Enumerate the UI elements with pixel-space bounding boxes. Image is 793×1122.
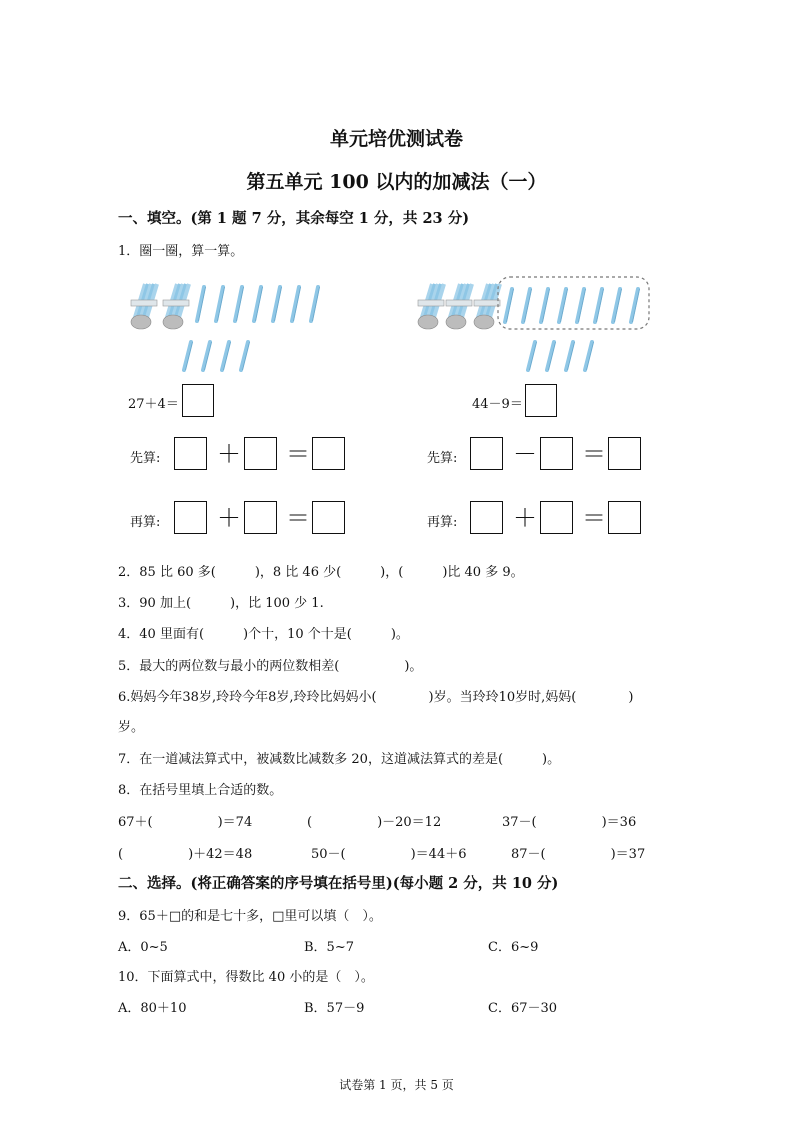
test-title: 单元培优测试卷 bbox=[329, 128, 463, 150]
single-stick bbox=[595, 289, 602, 322]
bundle-end bbox=[163, 315, 183, 329]
right-then-label: 再算: bbox=[427, 515, 458, 530]
plus-sign: ＋ bbox=[513, 504, 537, 532]
dashed-circle-selection bbox=[498, 277, 649, 329]
single-stick bbox=[241, 342, 248, 370]
question-7: 7．在一道减法算式中，被减数比减数多 20，这道减法算式的差是( )。 bbox=[118, 752, 561, 767]
single-stick bbox=[273, 287, 280, 321]
unit-subtitle: 第五单元 100 以内的加减法（一） bbox=[246, 171, 547, 193]
q8-blank-4[interactable]: ( )＋42＝48 bbox=[118, 847, 253, 862]
single-stick bbox=[577, 289, 584, 322]
left-first-box-1[interactable] bbox=[174, 437, 207, 470]
section2-heading: 二、选择。(将正确答案的序号填在括号里)(每小题 2 分，共 10 分) bbox=[118, 875, 559, 892]
right-answer-box[interactable] bbox=[525, 384, 557, 417]
single-stick bbox=[523, 289, 530, 322]
left-then-box-2[interactable] bbox=[244, 501, 277, 534]
equals-sign: ＝ bbox=[286, 440, 310, 468]
question-1-text: 1．圈一圈，算一算。 bbox=[118, 244, 244, 259]
left-then-box-3[interactable] bbox=[312, 501, 345, 534]
stick-bundle bbox=[474, 284, 500, 329]
left-first-box-3[interactable] bbox=[312, 437, 345, 470]
bundle-end bbox=[131, 315, 151, 329]
bundle-band bbox=[474, 300, 500, 306]
right-then-box-3[interactable] bbox=[608, 501, 641, 534]
right-first-box-3[interactable] bbox=[608, 437, 641, 470]
single-stick bbox=[505, 289, 512, 322]
question-3: 3．90 加上( )，比 100 少 1. bbox=[118, 596, 324, 611]
stick-bundle bbox=[131, 284, 157, 329]
question-5: 5．最大的两位数与最小的两位数相差( )。 bbox=[118, 659, 423, 674]
left-first-box-2[interactable] bbox=[244, 437, 277, 470]
single-stick bbox=[566, 342, 573, 370]
q10-option-b[interactable]: B．57－9 bbox=[304, 1001, 365, 1016]
q10-option-a[interactable]: A．80＋10 bbox=[118, 1001, 187, 1016]
plus-sign: ＋ bbox=[217, 440, 241, 468]
stick-bundle bbox=[446, 284, 472, 329]
stick-bundle bbox=[163, 284, 189, 329]
right-first-label: 先算: bbox=[427, 451, 458, 466]
question-9: 9．65＋□的和是七十多，□里可以填（ ）。 bbox=[118, 909, 382, 924]
left-then-box-1[interactable] bbox=[174, 501, 207, 534]
question-8: 8．在括号里填上合适的数。 bbox=[118, 783, 283, 798]
page-footer: 试卷第 1 页，共 5 页 bbox=[339, 1078, 454, 1092]
bundle-band bbox=[418, 300, 444, 306]
single-stick bbox=[541, 289, 548, 322]
q8-blank-3[interactable]: 37－( )＝36 bbox=[502, 815, 637, 830]
single-stick bbox=[292, 287, 299, 321]
question-6: 6.妈妈今年38岁,玲玲今年8岁,玲玲比妈妈小( )岁。当玲玲10岁时,妈妈( ) bbox=[118, 690, 634, 705]
q9-option-a[interactable]: A．0~5 bbox=[118, 940, 168, 955]
q10-option-c[interactable]: C．67－30 bbox=[488, 1001, 558, 1016]
bundle-end bbox=[474, 315, 494, 329]
bundle-end bbox=[446, 315, 466, 329]
single-stick bbox=[559, 289, 566, 322]
single-stick bbox=[585, 342, 592, 370]
q8-blank-2[interactable]: ( )－20＝12 bbox=[307, 815, 442, 830]
right-first-box-1[interactable] bbox=[470, 437, 503, 470]
single-stick bbox=[197, 287, 204, 321]
section1-heading: 一、填空。(第 1 题 7 分，其余每空 1 分，共 23 分) bbox=[118, 210, 470, 227]
right-then-box-1[interactable] bbox=[470, 501, 503, 534]
single-stick bbox=[222, 342, 229, 370]
equals-sign: ＝ bbox=[286, 504, 310, 532]
left-expression: 27＋4＝ bbox=[128, 397, 179, 412]
q9-option-b[interactable]: B．5~7 bbox=[304, 940, 354, 955]
question-4: 4．40 里面有( )个十，10 个十是( )。 bbox=[118, 627, 409, 642]
left-answer-box[interactable] bbox=[182, 384, 214, 417]
minus-sign: － bbox=[513, 440, 537, 468]
single-stick bbox=[547, 342, 554, 370]
right-first-box-2[interactable] bbox=[540, 437, 573, 470]
plus-sign: ＋ bbox=[217, 504, 241, 532]
bundle-end bbox=[418, 315, 438, 329]
equals-sign: ＝ bbox=[582, 440, 606, 468]
question-6-continued: 岁。 bbox=[118, 720, 145, 735]
question-10: 10．下面算式中，得数比 40 小的是（ ）。 bbox=[118, 970, 374, 985]
single-stick bbox=[311, 287, 318, 321]
equals-sign: ＝ bbox=[582, 504, 606, 532]
right-then-box-2[interactable] bbox=[540, 501, 573, 534]
single-stick bbox=[216, 287, 223, 321]
q8-blank-1[interactable]: 67＋( )＝74 bbox=[118, 815, 253, 830]
q8-blank-6[interactable]: 87－( )＝37 bbox=[511, 847, 646, 862]
single-stick bbox=[631, 289, 638, 322]
single-stick bbox=[184, 342, 191, 370]
bundle-band bbox=[446, 300, 472, 306]
sticks-layer bbox=[131, 284, 640, 370]
left-first-label: 先算: bbox=[130, 451, 161, 466]
stick-bundle bbox=[418, 284, 444, 329]
q9-option-c[interactable]: C．6~9 bbox=[488, 940, 539, 955]
single-stick bbox=[203, 342, 210, 370]
q8-blank-5[interactable]: 50－( )＝44＋6 bbox=[311, 847, 467, 862]
bundle-band bbox=[131, 300, 157, 306]
single-stick bbox=[528, 342, 535, 370]
bundle-band bbox=[163, 300, 189, 306]
single-stick bbox=[613, 289, 620, 322]
question-2: 2．85 比 60 多( )，8 比 46 少( )，( )比 40 多 9。 bbox=[118, 565, 524, 580]
single-stick bbox=[254, 287, 261, 321]
left-then-label: 再算: bbox=[130, 515, 161, 530]
single-stick bbox=[235, 287, 242, 321]
right-expression: 44－9＝ bbox=[472, 397, 523, 412]
